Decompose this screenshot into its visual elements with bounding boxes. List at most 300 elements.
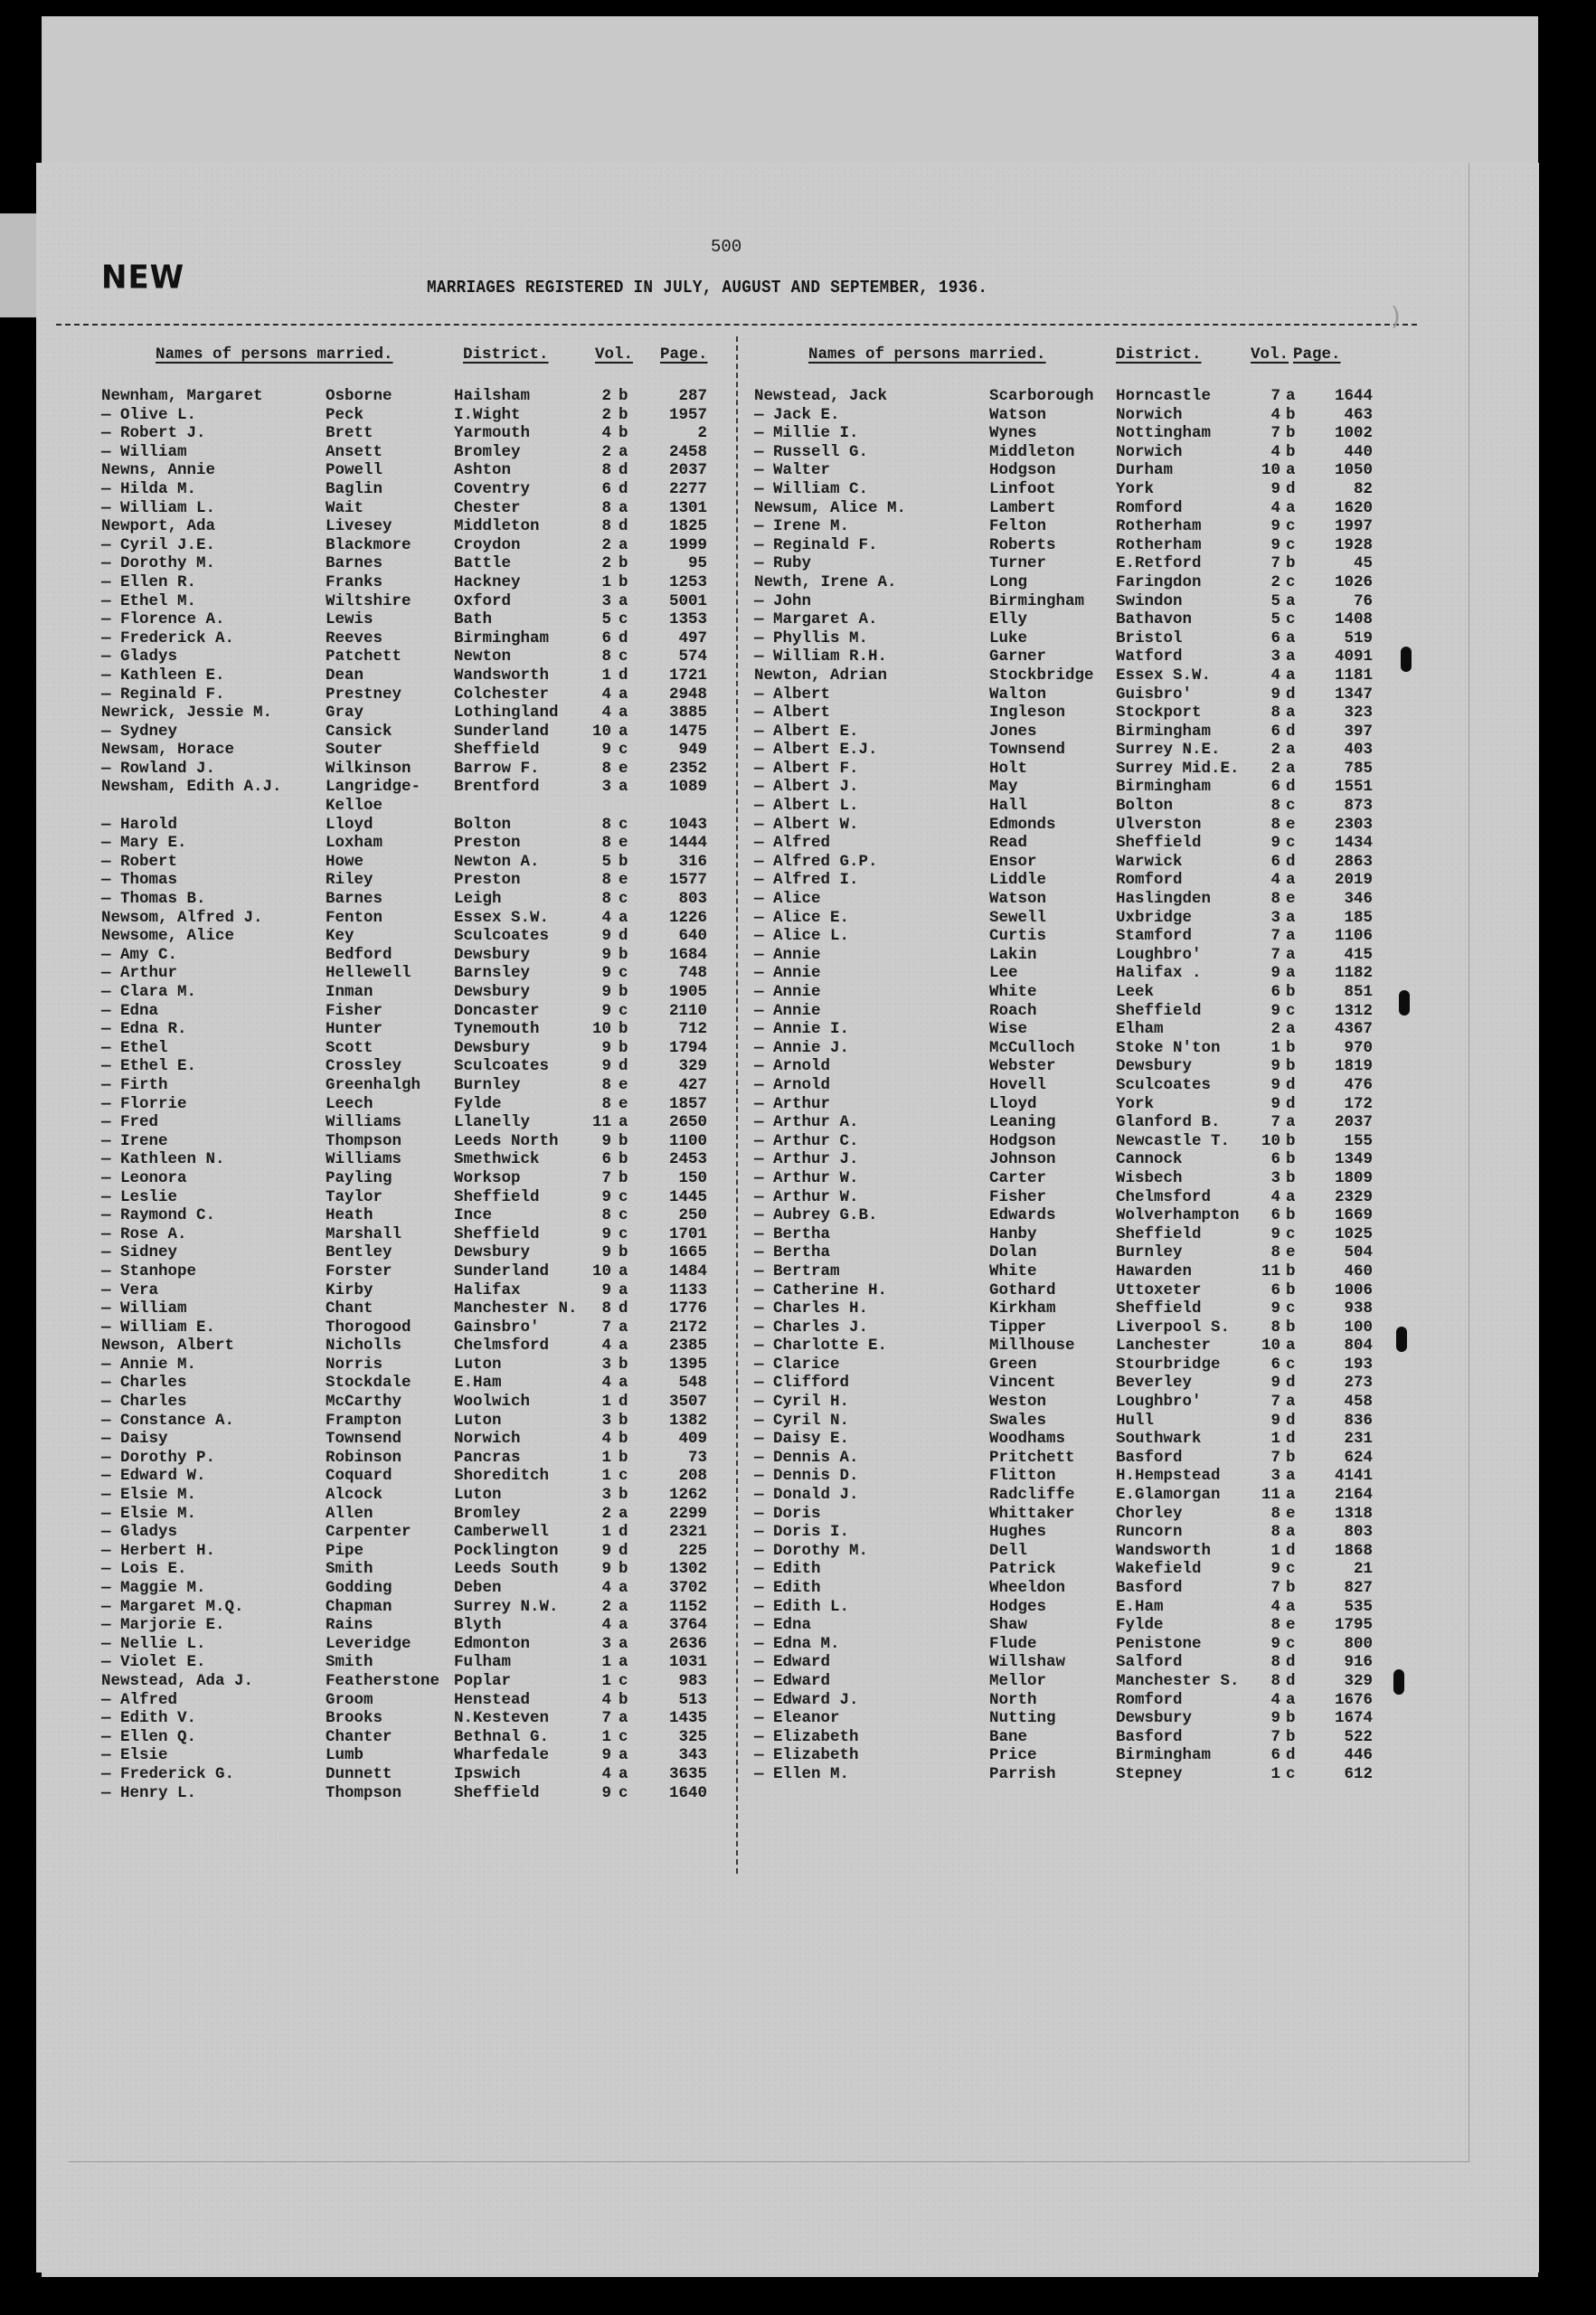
- index-entry-row: [89, 1765, 722, 1784]
- registration-district: Bromley: [454, 442, 521, 461]
- index-entry-row: [754, 1057, 1387, 1076]
- index-entry-row: [754, 1635, 1387, 1654]
- registration-district: Edmonton: [454, 1634, 531, 1653]
- volume-number: 8: [1270, 704, 1280, 723]
- page-reference: 2863: [1334, 852, 1373, 871]
- person-name: — Annie J.: [754, 1038, 850, 1057]
- person-name: — Harold: [101, 815, 178, 834]
- registration-district: Chorley: [1116, 1504, 1183, 1523]
- person-name: — Kathleen E.: [101, 666, 225, 685]
- spouse-surname: Hanby: [989, 1224, 1037, 1243]
- person-name: — Clarice: [754, 1355, 840, 1374]
- spouse-surname: Chant: [326, 1299, 373, 1318]
- registration-district: Sheffield: [1116, 1224, 1202, 1243]
- index-entry-row: [754, 741, 1387, 760]
- volume-section: b: [619, 1020, 628, 1039]
- index-entry-row: [754, 1169, 1387, 1188]
- volume-number: 10: [591, 722, 611, 741]
- index-entry-row: [89, 1616, 722, 1635]
- spouse-surname: Elly: [989, 610, 1028, 629]
- index-entry-row: [754, 760, 1387, 779]
- registration-district: Dewsbury: [454, 1038, 531, 1057]
- volume-section: e: [1286, 1243, 1296, 1262]
- registration-district: Elham: [1116, 1020, 1164, 1039]
- volume-section: a: [619, 1653, 628, 1672]
- volume-section: d: [1286, 852, 1296, 871]
- volume-number: 1: [601, 666, 611, 685]
- volume-number: 4: [601, 1616, 611, 1635]
- volume-section: d: [619, 666, 628, 685]
- right-entries: [754, 387, 1387, 1784]
- volume-number: 9: [1270, 685, 1280, 704]
- index-entry-row: [89, 387, 722, 406]
- person-name: — Rose A.: [101, 1224, 187, 1243]
- index-entry-row: [754, 871, 1387, 890]
- page-reference: 2037: [668, 461, 707, 480]
- registration-district: Manchester N.: [454, 1299, 578, 1318]
- page-reference: 983: [678, 1671, 707, 1690]
- volume-number: 9: [601, 1224, 611, 1243]
- page-reference: 2321: [668, 1523, 707, 1542]
- volume-number: 6: [1270, 1150, 1280, 1169]
- person-name: — Leonora: [101, 1168, 187, 1187]
- volume-number: 8: [601, 890, 611, 909]
- volume-number: 6: [601, 1150, 611, 1169]
- spouse-surname: Ensor: [989, 852, 1037, 871]
- volume-number: 8: [601, 1206, 611, 1225]
- spouse-surname: McCulloch: [989, 1038, 1075, 1057]
- index-entry-row: [754, 1150, 1387, 1169]
- volume-section: b: [619, 387, 628, 405]
- page-tab-strip: [0, 213, 36, 317]
- page-reference: 150: [678, 1168, 707, 1187]
- spouse-surname: Jones: [989, 722, 1037, 741]
- index-entry-row: [754, 853, 1387, 872]
- spouse-surname: Townsend: [989, 741, 1066, 760]
- volume-number: 8: [1270, 1616, 1280, 1635]
- registration-district: Leek: [1116, 983, 1155, 1001]
- volume-section: c: [1286, 535, 1296, 554]
- person-name: — Ethel M.: [101, 591, 197, 610]
- person-name: — Donald J.: [754, 1486, 859, 1505]
- index-entry-row: [754, 1281, 1387, 1300]
- volume-section: a: [1286, 964, 1296, 983]
- spouse-surname: Swales: [989, 1411, 1047, 1430]
- volume-number: 8: [1270, 1318, 1280, 1337]
- index-entry-row: [89, 1653, 722, 1672]
- volume-section: c: [1286, 1299, 1296, 1318]
- volume-section: b: [619, 1486, 628, 1505]
- index-entry-row: [89, 723, 722, 742]
- index-entry-row: [89, 778, 722, 815]
- registration-district: Gainsbro': [454, 1318, 540, 1337]
- index-entry-row: [754, 1709, 1387, 1728]
- registration-district: Uttoxeter: [1116, 1280, 1202, 1299]
- page-reference: 1253: [668, 572, 707, 591]
- page-reference: 397: [1344, 722, 1373, 741]
- page-reference: 250: [678, 1206, 707, 1225]
- registration-district: Henstead: [454, 1690, 531, 1709]
- page-reference: 1795: [1334, 1616, 1373, 1635]
- page-reference: 1577: [668, 871, 707, 890]
- volume-section: d: [619, 461, 628, 480]
- volume-section: d: [1286, 1094, 1296, 1113]
- volume-section: e: [619, 759, 628, 778]
- spouse-surname: May: [989, 778, 1018, 797]
- index-entry-row: [89, 1505, 722, 1524]
- registration-district: Bathavon: [1116, 610, 1193, 629]
- volume-section: b: [1286, 1206, 1296, 1225]
- spouse-surname: Holt: [989, 759, 1028, 778]
- registration-district: Leigh: [454, 890, 502, 909]
- page-reference: 522: [1344, 1727, 1373, 1746]
- person-name: — Bertram: [754, 1261, 840, 1280]
- volume-number: 6: [1270, 778, 1280, 797]
- index-entry-row: [89, 834, 722, 853]
- index-entry-row: [754, 1076, 1387, 1095]
- page-reference: 440: [1344, 442, 1373, 461]
- registration-district: Watford: [1116, 647, 1183, 666]
- registration-district: Luton: [454, 1486, 502, 1505]
- person-name: — Edward: [754, 1671, 831, 1690]
- person-name: — Elizabeth: [754, 1746, 859, 1765]
- volume-section: d: [619, 1299, 628, 1318]
- person-name: — Albert L.: [754, 797, 859, 816]
- spouse-surname: Wait: [326, 498, 364, 517]
- volume-section: a: [619, 442, 628, 461]
- page-reference: 2303: [1334, 815, 1373, 834]
- volume-number: 10: [1261, 461, 1280, 480]
- page-reference: 1006: [1334, 1280, 1373, 1299]
- spouse-surname: Read: [989, 834, 1028, 853]
- spouse-surname: Langridge- Kelloe: [326, 778, 421, 816]
- registration-district: York: [1116, 479, 1155, 498]
- volume-number: 8: [601, 1299, 611, 1318]
- volume-section: b: [619, 1150, 628, 1169]
- index-entry-row: [89, 406, 722, 425]
- index-entry-row: [754, 834, 1387, 853]
- page-reference: 1434: [1334, 834, 1373, 853]
- page-reference: 1684: [668, 945, 707, 964]
- volume-number: 8: [1270, 890, 1280, 909]
- volume-number: 1: [601, 1448, 611, 1467]
- person-name: — Dennis D.: [754, 1467, 859, 1486]
- registration-district: Fulham: [454, 1653, 512, 1672]
- registration-district: Wisbech: [1116, 1168, 1183, 1187]
- volume-section: a: [619, 1261, 628, 1280]
- volume-number: 9: [601, 1746, 611, 1765]
- index-entry-row: [754, 1505, 1387, 1524]
- page-reference: 1050: [1334, 461, 1373, 480]
- volume-section: a: [1286, 945, 1296, 964]
- person-name: — Albert F.: [754, 759, 859, 778]
- volume-number: 3: [1270, 908, 1280, 927]
- registration-district: Sculcoates: [1116, 1075, 1212, 1094]
- person-name: — Irene: [101, 1131, 168, 1150]
- volume-number: 3: [601, 1634, 611, 1653]
- spouse-surname: Greenhalgh: [326, 1075, 421, 1094]
- volume-section: c: [619, 1001, 628, 1020]
- registration-district: Stourbridge: [1116, 1355, 1221, 1374]
- person-name: — Edward W.: [101, 1467, 206, 1486]
- spouse-surname: Livesey: [326, 517, 392, 536]
- volume-section: d: [1286, 1430, 1296, 1449]
- spouse-surname: Fisher: [989, 1187, 1047, 1206]
- index-entry-row: [89, 1356, 722, 1375]
- index-entry-row: [754, 1653, 1387, 1672]
- page-reference: 346: [1344, 890, 1373, 909]
- registration-district: Shoreditch: [454, 1467, 550, 1486]
- page-reference: 938: [1344, 1299, 1373, 1318]
- page-reference: 1100: [668, 1131, 707, 1150]
- volume-number: 2: [601, 405, 611, 424]
- volume-section: a: [619, 1634, 628, 1653]
- registration-district: Stockport: [1116, 704, 1202, 723]
- person-name: — Arthur C.: [754, 1131, 859, 1150]
- registration-district: Burnley: [1116, 1243, 1183, 1262]
- spouse-surname: Millhouse: [989, 1337, 1075, 1356]
- spouse-surname: Linfoot: [989, 479, 1056, 498]
- page-reference: 1999: [668, 535, 707, 554]
- volume-number: 9: [601, 964, 611, 983]
- person-name: — Reginald F.: [754, 535, 878, 554]
- spouse-surname: Price: [989, 1746, 1037, 1765]
- page-reference: 3764: [668, 1616, 707, 1635]
- volume-section: c: [619, 647, 628, 666]
- index-entry-row: [754, 816, 1387, 835]
- registration-district: Halifax: [454, 1280, 521, 1299]
- registration-district: E.Ham: [1116, 1597, 1164, 1616]
- page-reference: 2650: [668, 1113, 707, 1132]
- page-reference: 803: [678, 890, 707, 909]
- spouse-surname: Taylor: [326, 1187, 383, 1206]
- spouse-surname: Roach: [989, 1001, 1037, 1020]
- spouse-surname: Gray: [326, 704, 364, 723]
- index-entry-row: [89, 1113, 722, 1132]
- registration-district: Yarmouth: [454, 424, 531, 443]
- registration-district: Barrow F.: [454, 759, 540, 778]
- spouse-surname: Radcliffe: [989, 1486, 1075, 1505]
- page-reference: 4367: [1334, 1020, 1373, 1039]
- page-reference: 403: [1344, 741, 1373, 760]
- volume-number: 9: [1270, 1001, 1280, 1020]
- index-entry-row: [89, 1281, 722, 1300]
- index-entry-row: [754, 1430, 1387, 1449]
- person-name: — Edith: [754, 1579, 821, 1597]
- registration-district: Deben: [454, 1579, 502, 1597]
- volume-number: 9: [1270, 1224, 1280, 1243]
- person-name: — Clara M.: [101, 983, 197, 1001]
- page-reference: 970: [1344, 1038, 1373, 1057]
- registration-district: Dewsbury: [1116, 1057, 1193, 1076]
- index-entry-row: [754, 536, 1387, 555]
- index-entry-row: [89, 629, 722, 648]
- spouse-surname: Robinson: [326, 1448, 402, 1467]
- person-name: — Ellen Q.: [101, 1727, 197, 1746]
- page-reference: 1644: [1334, 387, 1373, 405]
- registration-district: Glanford B.: [1116, 1113, 1221, 1132]
- volume-section: b: [619, 405, 628, 424]
- volume-section: a: [1286, 461, 1296, 480]
- volume-section: b: [1286, 424, 1296, 443]
- volume-section: a: [619, 1280, 628, 1299]
- registration-district: Nottingham: [1116, 424, 1212, 443]
- volume-section: e: [1286, 1616, 1296, 1635]
- spouse-surname: Wynes: [989, 424, 1037, 443]
- spouse-surname: Patrick: [989, 1560, 1056, 1579]
- registration-district: Loughbro': [1116, 945, 1202, 964]
- person-name: — Alfred: [101, 1690, 178, 1709]
- person-name: Newns, Annie: [101, 461, 216, 480]
- volume-number: 9: [1270, 834, 1280, 853]
- registration-district: Bristol: [1116, 628, 1183, 647]
- person-name: — Arthur A.: [754, 1113, 859, 1132]
- volume-number: 4: [1270, 1690, 1280, 1709]
- header-district: District.: [1116, 345, 1202, 364]
- spouse-surname: Whittaker: [989, 1504, 1075, 1523]
- page-reference: 2172: [668, 1318, 707, 1337]
- spouse-surname: Roberts: [989, 535, 1056, 554]
- volume-number: 9: [601, 1541, 611, 1560]
- person-name: — Alfred I.: [754, 871, 859, 890]
- page-reference: 1445: [668, 1187, 707, 1206]
- volume-number: 4: [1270, 666, 1280, 685]
- volume-section: b: [1286, 1131, 1296, 1150]
- person-name: — Albert J.: [754, 778, 859, 797]
- registration-district: Uxbridge: [1116, 908, 1193, 927]
- spouse-surname: Wiltshire: [326, 591, 411, 610]
- index-entry-row: [89, 1374, 722, 1393]
- person-name: — Edna: [754, 1616, 812, 1635]
- spouse-surname: Mellor: [989, 1671, 1047, 1690]
- person-name: — John: [754, 591, 812, 610]
- volume-section: d: [619, 628, 628, 647]
- registration-district: Norwich: [1116, 442, 1183, 461]
- index-entry-row: [754, 1467, 1387, 1486]
- volume-section: c: [1286, 610, 1296, 629]
- volume-number: 8: [1270, 1653, 1280, 1672]
- registration-district: Basford: [1116, 1727, 1183, 1746]
- person-name: — Edna M.: [754, 1634, 840, 1653]
- person-name: — Edward: [754, 1653, 831, 1672]
- page-reference: 1152: [668, 1597, 707, 1616]
- spouse-surname: Fenton: [326, 908, 383, 927]
- index-entry-row: [754, 461, 1387, 480]
- volume-section: b: [1286, 1261, 1296, 1280]
- volume-section: e: [1286, 1504, 1296, 1523]
- volume-number: 9: [1270, 1634, 1280, 1653]
- volume-section: a: [1286, 927, 1296, 946]
- spouse-surname: Wilkinson: [326, 759, 411, 778]
- volume-section: d: [619, 479, 628, 498]
- page-reference: 504: [1344, 1243, 1373, 1262]
- volume-section: c: [619, 1727, 628, 1746]
- volume-number: 2: [601, 535, 611, 554]
- person-name: — Frederick A.: [101, 628, 235, 647]
- volume-section: a: [619, 908, 628, 927]
- volume-section: d: [1286, 685, 1296, 704]
- registration-district: Middleton: [454, 517, 540, 536]
- volume-section: c: [619, 1467, 628, 1486]
- page-reference: 3635: [668, 1764, 707, 1783]
- registration-district: Fylde: [1116, 1616, 1164, 1635]
- registration-district: Sheffield: [1116, 1299, 1202, 1318]
- volume-section: b: [619, 1243, 628, 1262]
- spouse-surname: Tipper: [989, 1318, 1047, 1337]
- volume-number: 9: [1270, 535, 1280, 554]
- volume-section: a: [619, 1746, 628, 1765]
- person-name: — Aubrey G.B.: [754, 1206, 878, 1225]
- index-stamp: NEW: [101, 259, 185, 297]
- index-entry-row: [89, 536, 722, 555]
- volume-section: a: [619, 778, 628, 797]
- volume-section: c: [1286, 1764, 1296, 1783]
- page-reference: 497: [678, 628, 707, 647]
- volume-number: 2: [1270, 741, 1280, 760]
- index-entry-row: [89, 927, 722, 946]
- index-entry-row: [89, 760, 722, 779]
- page-reference: 73: [687, 1448, 707, 1467]
- spouse-surname: Thorogood: [326, 1318, 411, 1337]
- volume-number: 4: [601, 1579, 611, 1597]
- spouse-surname: Scott: [326, 1038, 373, 1057]
- registration-district: Haslingden: [1116, 890, 1212, 909]
- spouse-surname: Patchett: [326, 647, 402, 666]
- volume-section: d: [1286, 1541, 1296, 1560]
- index-entry-row: [754, 1412, 1387, 1431]
- volume-number: 9: [1270, 517, 1280, 536]
- index-entry-row: [754, 1560, 1387, 1579]
- page-reference: 785: [1344, 759, 1373, 778]
- registration-district: Dewsbury: [454, 1243, 531, 1262]
- volume-section: a: [1286, 647, 1296, 666]
- person-name: — Fred: [101, 1113, 159, 1132]
- page-reference: 1620: [1334, 498, 1373, 517]
- index-entry-row: [89, 480, 722, 499]
- header-names: Names of persons married.: [156, 345, 393, 364]
- volume-number: 4: [601, 908, 611, 927]
- page-reference: 827: [1344, 1579, 1373, 1597]
- registration-district: Ulverston: [1116, 815, 1202, 834]
- volume-section: a: [619, 1113, 628, 1132]
- index-entry-row: [89, 1579, 722, 1598]
- registration-district: Sheffield: [454, 1783, 540, 1802]
- page-reference: 2948: [668, 685, 707, 704]
- registration-district: York: [1116, 1094, 1155, 1113]
- page-reference: 316: [678, 852, 707, 871]
- index-entry-row: [89, 647, 722, 666]
- volume-number: 9: [601, 1243, 611, 1262]
- punch-hole-mark: [1401, 647, 1412, 672]
- volume-number: 2: [601, 387, 611, 405]
- registration-district: Bethnal G.: [454, 1727, 550, 1746]
- person-name: — William L.: [101, 498, 216, 517]
- spouse-surname: Webster: [989, 1057, 1056, 1076]
- index-entry-row: [89, 554, 722, 573]
- index-entry-row: [754, 517, 1387, 536]
- spouse-surname: Luke: [989, 628, 1028, 647]
- punch-hole-mark: [1393, 1669, 1404, 1695]
- registration-district: Croydon: [454, 535, 521, 554]
- registration-district: Hailsham: [454, 387, 531, 405]
- volume-section: b: [619, 572, 628, 591]
- volume-number: 9: [601, 1001, 611, 1020]
- header-vol: Vol.: [1251, 345, 1289, 364]
- spouse-surname: Coquard: [326, 1467, 392, 1486]
- volume-section: a: [1286, 741, 1296, 760]
- index-entry-row: [754, 1356, 1387, 1375]
- index-entry-row: [89, 1150, 722, 1169]
